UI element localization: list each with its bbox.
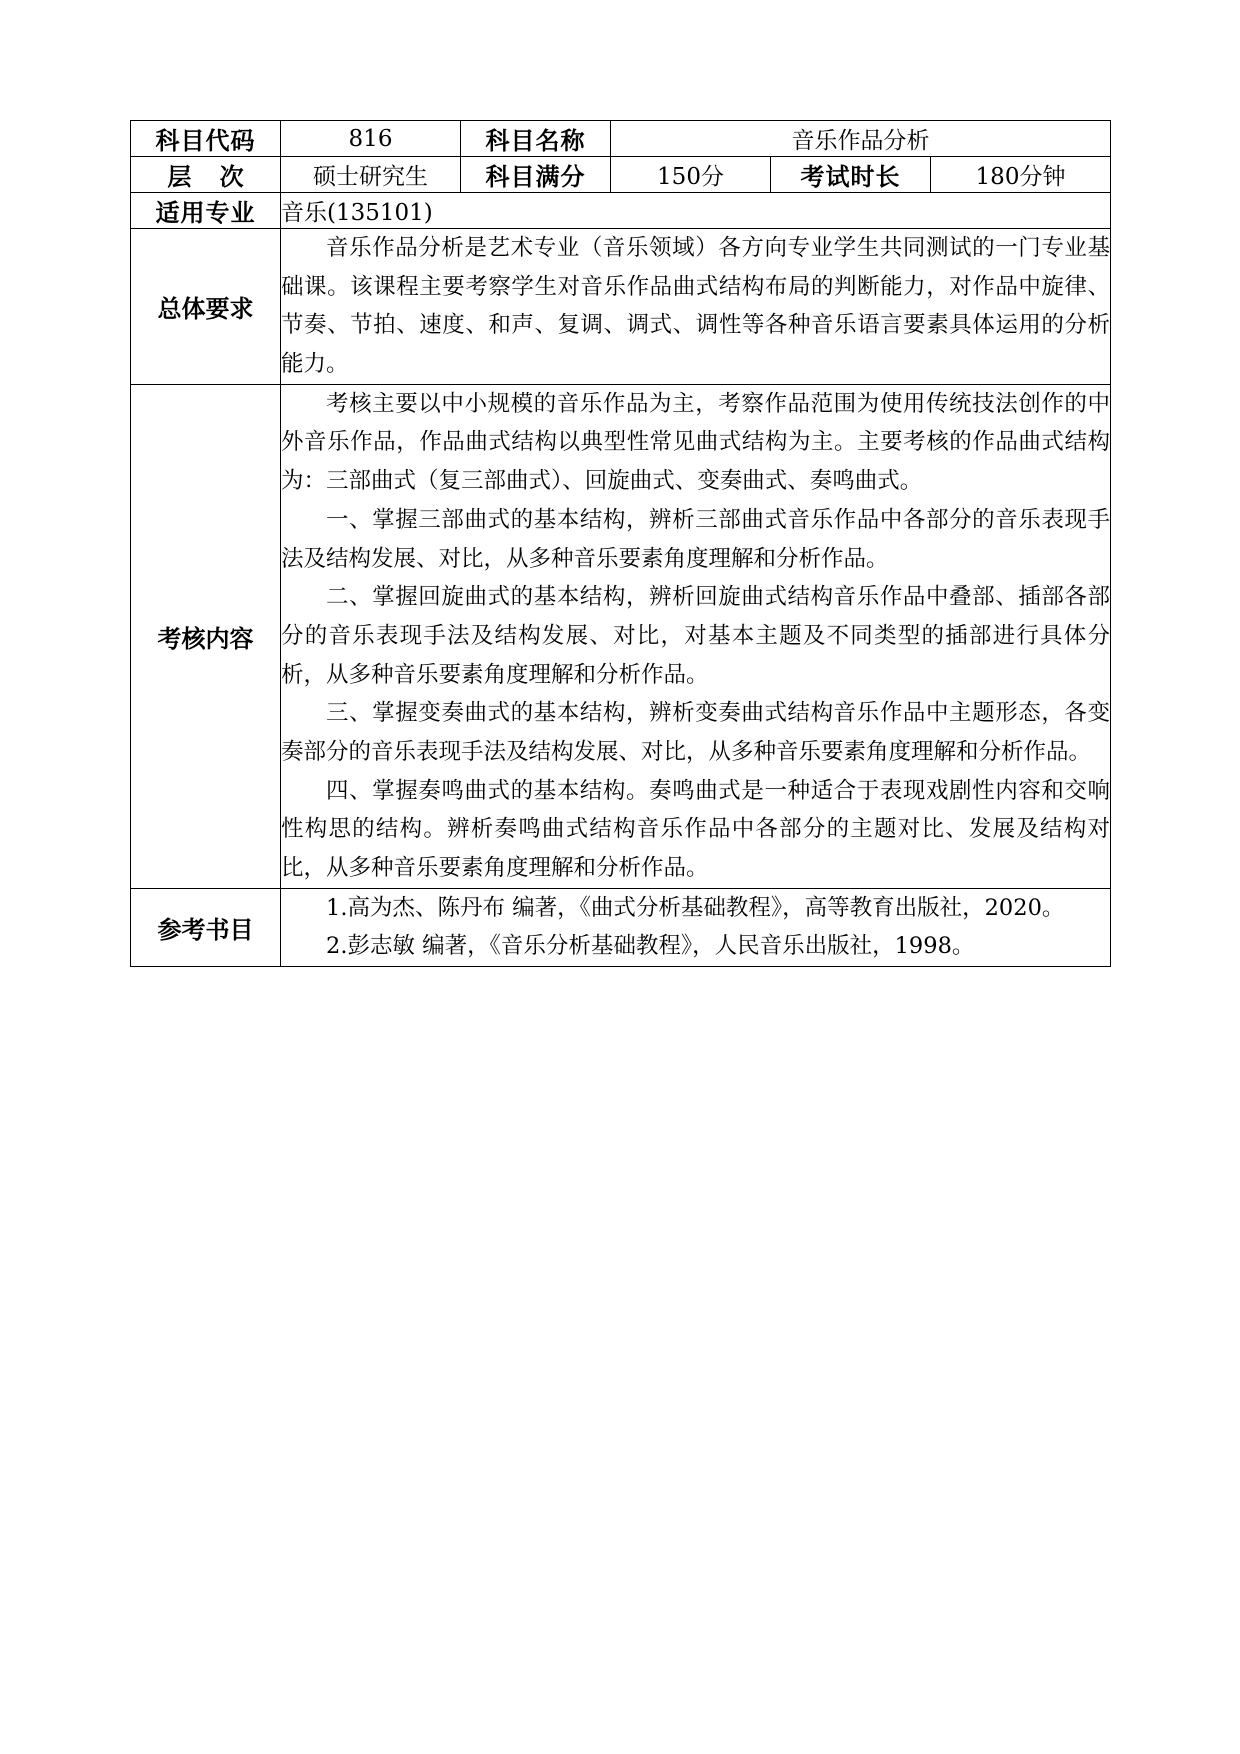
paragraph: 四、掌握奏鸣曲式的基本结构。奏鸣曲式是一种适合于表现戏剧性内容和交响性构思的结构。辨析奏鸣曲式结构音乐作品中各部分的主题对比、发展及结构对比，从多种音乐要素角度理解和分析作品。 bbox=[281, 777, 1111, 881]
table-row bbox=[131, 384, 1111, 888]
full-score-label: 科目满分 bbox=[461, 157, 611, 193]
subject-code-value: 816 bbox=[281, 121, 461, 157]
paragraph: 三、掌握变奏曲式的基本结构，辨析变奏曲式结构音乐作品中主题形态，各变奏部分的音乐表现手法及结构发展、对比，从多种音乐要素角度理解和分析作品。 bbox=[281, 700, 1111, 765]
syllabus-table bbox=[130, 120, 1111, 967]
level-value: 硕士研究生 bbox=[281, 157, 461, 193]
table-row bbox=[131, 157, 1111, 193]
overall-requirements-content bbox=[281, 229, 1111, 385]
paragraph: 2.彭志敏 编著，《音乐分析基础教程》，人民音乐出版社，1998。 bbox=[326, 933, 975, 960]
table-row bbox=[131, 888, 1111, 966]
references-label: 参考书目 bbox=[131, 888, 281, 966]
subject-name-value: 音乐作品分析 bbox=[611, 121, 1111, 157]
subject-name-label: 科目名称 bbox=[461, 121, 611, 157]
paragraph: 音乐作品分析是艺术专业（音乐领域）各方向专业学生共同测试的一门专业基础课。该课程主要考察学生对音乐作品曲式结构布局的判断能力，对作品中旋律、节奏、节拍、速度、和声、复调、调式、调性等各种音乐语言要素具体运用的分析能力。 bbox=[281, 235, 1111, 378]
paragraph: 1.高为杰、陈丹布 编著，《曲式分析基础教程》，高等教育出版社，2020。 bbox=[326, 894, 1065, 921]
exam-content-content bbox=[281, 384, 1111, 888]
table-row bbox=[131, 193, 1111, 229]
paragraph: 考核主要以中小规模的音乐作品为主，考察作品范围为使用传统技法创作的中外音乐作品，作品曲式结构以典型性常见曲式结构为主。主要考核的作品曲式结构为：三部曲式（复三部曲式）、回旋曲式、变奏曲式、奏鸣曲式。 bbox=[281, 390, 1111, 495]
major-value: 音乐(135101) bbox=[281, 193, 1111, 229]
references-content bbox=[281, 888, 1111, 966]
table-row bbox=[131, 121, 1111, 157]
overall-requirements-label: 总体要求 bbox=[131, 229, 281, 385]
paragraph: 二、掌握回旋曲式的基本结构，辨析回旋曲式结构音乐作品中叠部、插部各部分的音乐表现手法及结构发展、对比，对基本主题及不同类型的插部进行具体分析，从多种音乐要素角度理解和分析作品。 bbox=[281, 584, 1111, 688]
table-row bbox=[131, 229, 1111, 385]
duration-label: 考试时长 bbox=[771, 157, 931, 193]
full-score-value: 150分 bbox=[611, 157, 771, 193]
exam-content-label: 考核内容 bbox=[131, 384, 281, 888]
level-label: 层 次 bbox=[131, 157, 281, 193]
major-label: 适用专业 bbox=[131, 193, 281, 229]
paragraph: 一、掌握三部曲式的基本结构，辨析三部曲式音乐作品中各部分的音乐表现手法及结构发展、对比，从多种音乐要素角度理解和分析作品。 bbox=[281, 506, 1111, 572]
subject-code-label: 科目代码 bbox=[131, 121, 281, 157]
duration-value: 180分钟 bbox=[931, 157, 1111, 193]
